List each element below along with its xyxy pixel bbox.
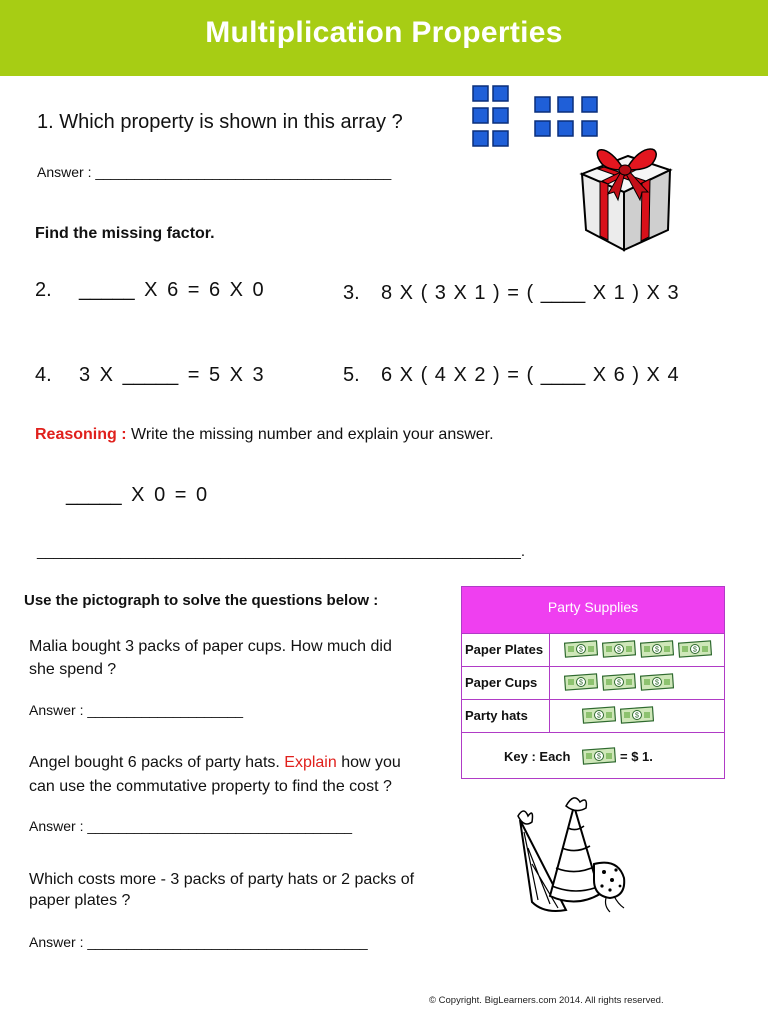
dollar-bill-icon [582,747,616,765]
svg-text:$: $ [597,712,601,720]
svg-text:$: $ [579,679,583,687]
pictograph-q2-text-after: how you [341,754,401,771]
pictograph-heading: Use the pictograph to solve the questions below : [24,592,379,609]
copyright-footer: © Copyright. BigLearners.com 2014. All rights reserved. [429,995,664,1006]
question-1-answer-line: Answer : ______________________________________ [37,164,392,180]
reasoning-answer-line: __________________________________________________________. [37,543,526,560]
row-divider [462,732,724,733]
svg-text:$: $ [635,712,639,720]
dollar-bill-icon [678,640,712,658]
dollar-bill-icon [640,640,674,658]
problem-4-expression: 3 X _____ = 5 X 3 [79,364,264,386]
pictograph-q2-line2: can use the commutative property to find the cost ? [29,778,392,795]
pictograph-q2-answer: Answer : __________________________________ [29,818,353,834]
gift-box-icon [578,134,678,252]
dollar-bill-icon [564,673,598,691]
question-1-text: 1. Which property is shown in this array ? [37,111,403,133]
missing-factor-heading: Find the missing factor. [35,225,215,242]
pictograph-q2-text-before: Angel bought 6 packs of party hats. [29,754,280,771]
pictograph-key-value: = $ 1. [620,749,653,764]
pictograph-q1-answer: Answer : ____________________ [29,702,244,718]
problem-4-number: 4. [35,364,52,386]
pictograph-table [461,586,725,779]
svg-text:$: $ [579,646,583,654]
dollar-bill-icon [620,706,654,724]
svg-text:$: $ [693,646,697,654]
svg-text:$: $ [617,646,621,654]
row-divider [462,633,724,634]
problem-3-number: 3. [343,282,360,304]
page-title: Multiplication Properties [205,16,563,49]
reasoning-prompt [35,426,494,444]
party-hats-icon [510,792,632,920]
problem-3-expression: 8 X ( 3 X 1 ) = ( ____ X 1 ) X 3 [381,282,679,304]
dollar-bill-icon [602,640,636,658]
pictograph-title: Party Supplies [462,587,724,633]
dollar-bill-icon [602,673,636,691]
pictograph-q1-line2: she spend ? [29,661,117,678]
svg-text:$: $ [617,679,621,687]
problem-2-number: 2. [35,279,52,301]
row-label-party-hats: Party hats [465,708,528,723]
pictograph-q3-line2: paper plates ? [29,892,131,909]
reasoning-label: Reasoning : [35,426,127,443]
reasoning-expression: _____ X 0 = 0 [66,484,208,506]
dollar-bill-icon [564,640,598,658]
explain-highlight: Explain [284,754,337,771]
problem-2-expression: _____ X 6 = 6 X 0 [79,279,264,301]
pictograph-q3-line1: Which costs more - 3 packs of party hats or 2 packs of [29,871,415,888]
dollar-bill-icon [640,673,674,691]
row-label-paper-cups: Paper Cups [465,675,538,690]
row-label-paper-plates: Paper Plates [465,642,544,657]
pictograph-q2-line1 [29,754,401,772]
pictograph-q1-line1: Malia bought 3 packs of paper cups. How much did [29,638,392,655]
pictograph-q3-answer: Answer : ____________________________________ [29,934,368,950]
row-divider [462,666,724,667]
svg-text:$: $ [597,753,601,761]
problem-5-number: 5. [343,364,360,386]
row-divider [462,699,724,700]
svg-text:$: $ [655,679,659,687]
reasoning-text: Write the missing number and explain your answer. [131,426,494,443]
problem-5-expression: 6 X ( 4 X 2 ) = ( ____ X 6 ) X 4 [381,364,679,386]
svg-text:$: $ [655,646,659,654]
dollar-bill-icon [582,706,616,724]
column-divider [549,633,550,732]
pictograph-key-label: Key : Each [504,749,571,764]
